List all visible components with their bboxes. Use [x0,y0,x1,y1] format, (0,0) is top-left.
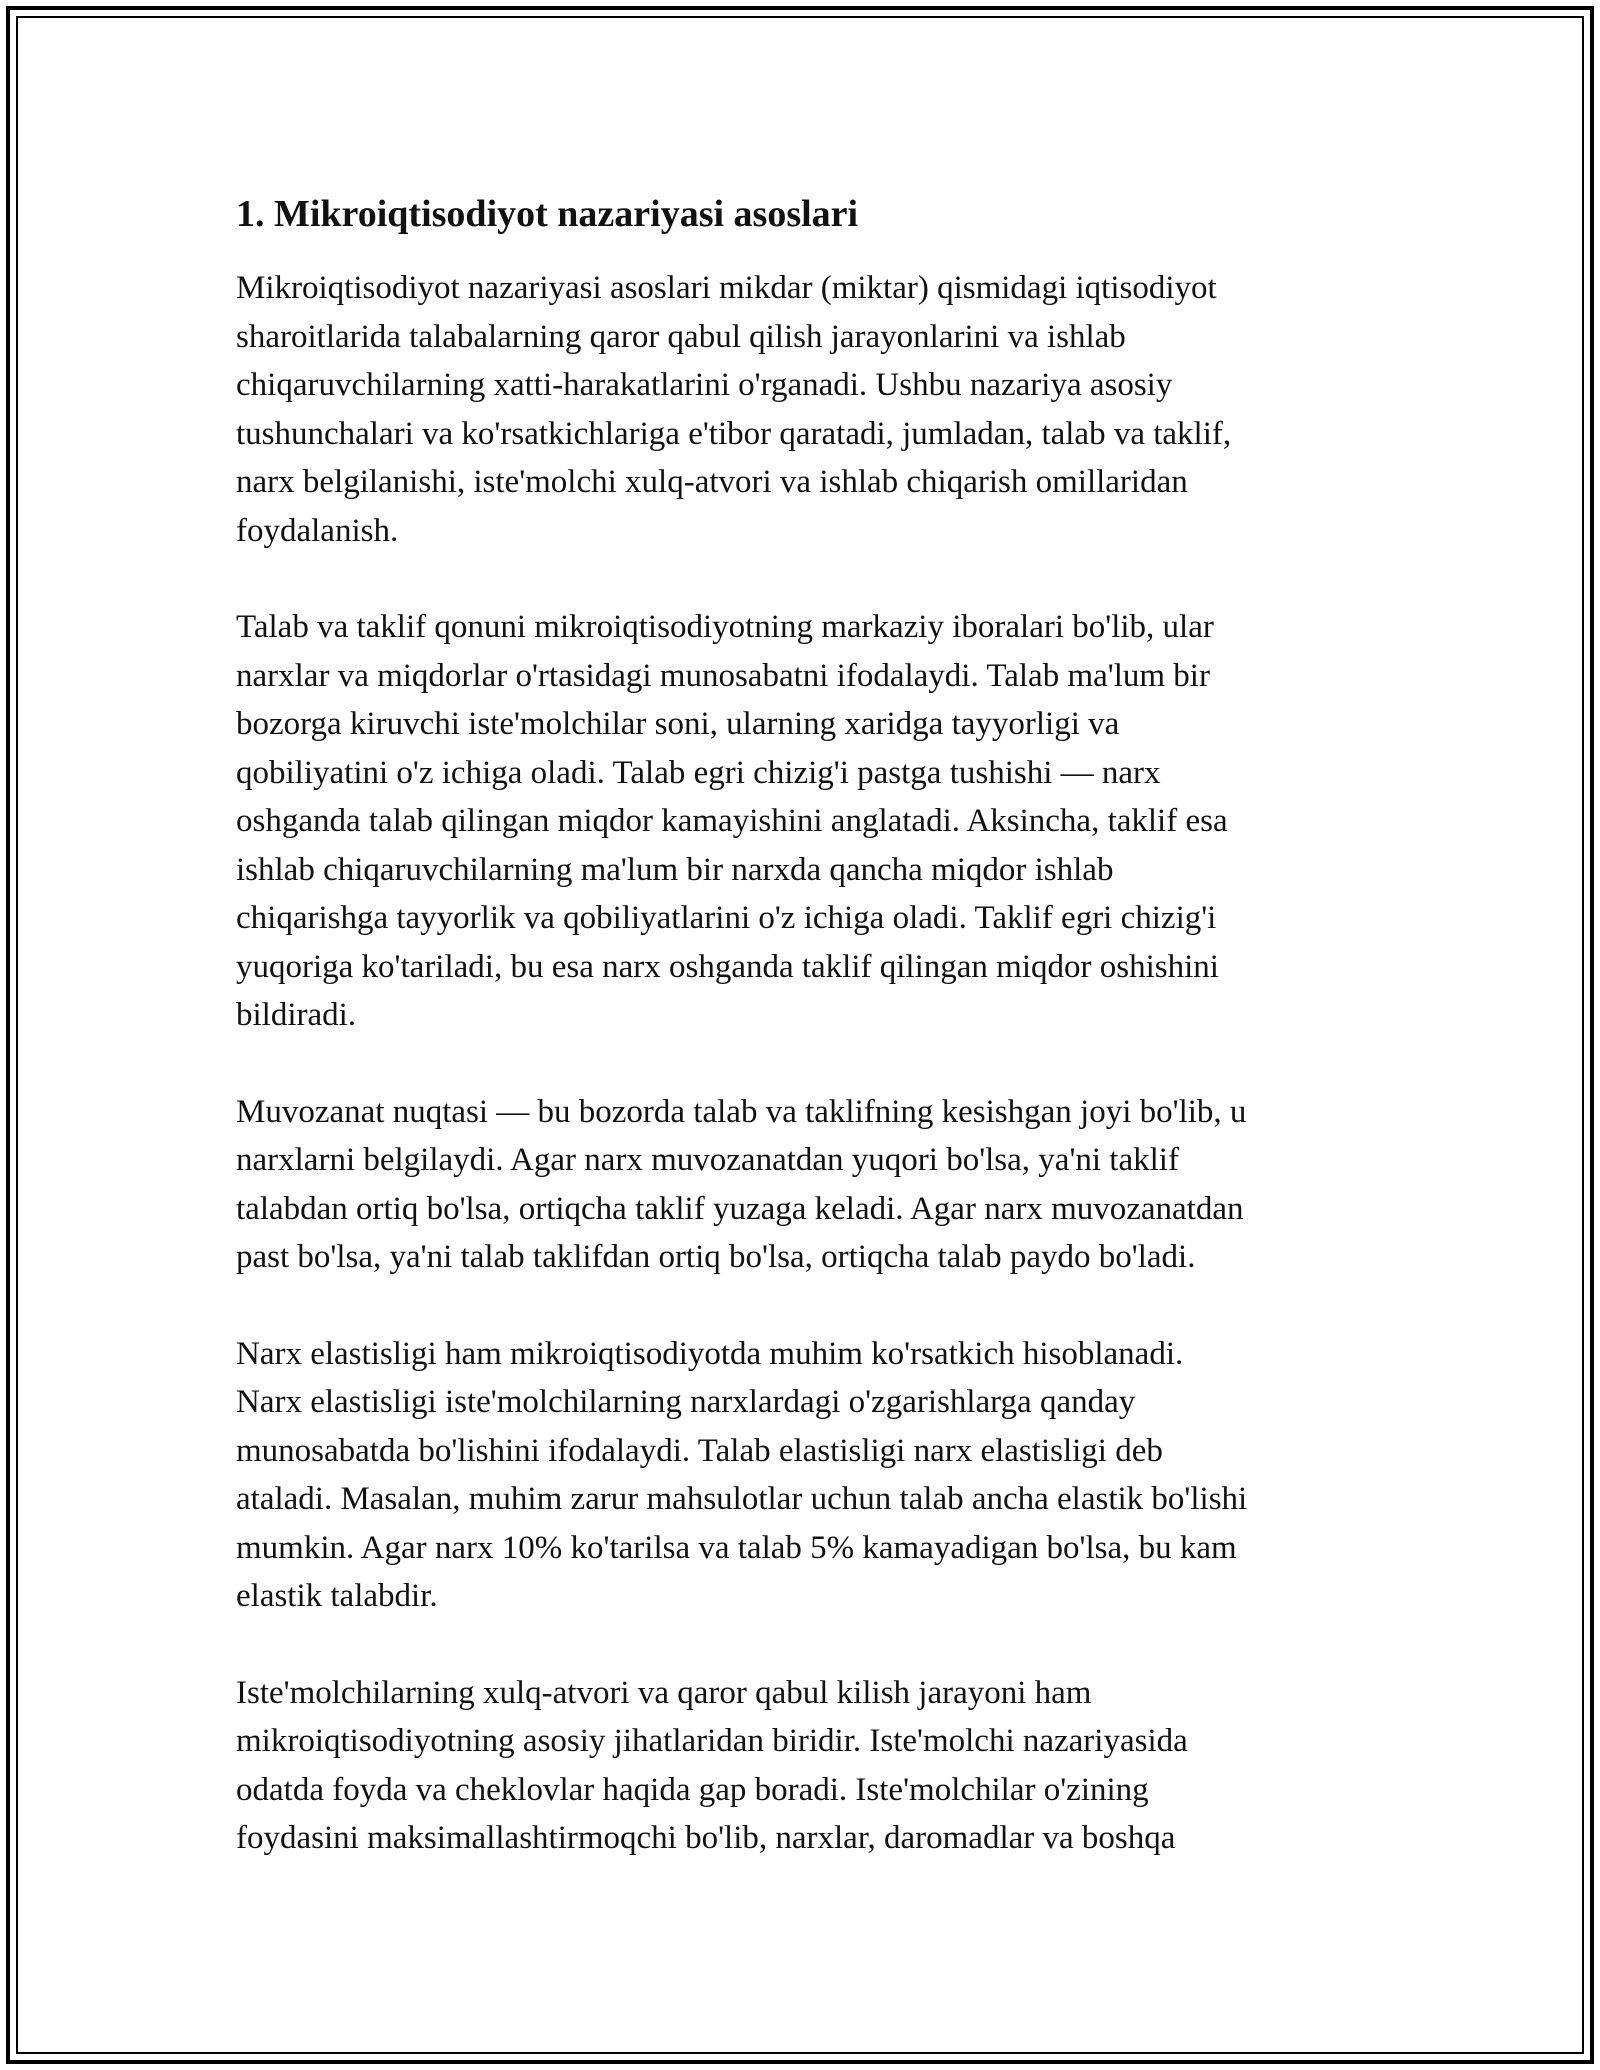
paragraph-line: munosabatda bo'lishini ifodalaydi. Talab elastisligi narx elastisligi deb [236,1432,1163,1469]
paragraph-line: chiqaruvchilarning xatti-harakatlarini o'rganadi. Ushbu nazariya asosiy [236,367,1173,403]
document-body [236,186,1386,1911]
paragraph-line: Narx elastisligi iste'molchilarning narxlardagi o'zgarishlarga qanday [236,1384,1136,1420]
paragraph-line: ishlab chiqaruvchilarning ma'lum bir narxda qancha miqdor ishlab [236,851,1114,888]
paragraph-line: qobiliyatini o'z ichiga oladi. Talab egri chizig'i pastga tushishi — narx [236,754,1161,791]
paragraph-line: chiqarishga tayyorlik va qobiliyatlarini o'z ichiga oladi. Taklif egri chizig'i [236,900,1217,936]
paragraph-line: Iste'molchilarning xulq-atvori va qaror qabul kilish jarayoni ham [236,1674,1092,1711]
paragraph-container [236,264,1386,1863]
paragraph-line: bildiradi. [236,997,357,1033]
paragraph-line: sharoitlarida talabalarning qaror qabul qilish jarayonlarini va ishlab [236,318,1126,355]
paragraph-line: talabdan ortiq bo'lsa, ortiqcha taklif yuzaga keladi. Agar narx muvozanatdan [236,1190,1244,1227]
paragraph [236,1330,1386,1621]
paragraph-line: bozorga kiruvchi iste'molchilar soni, ularning xaridga tayyorligi va [236,706,1120,742]
paragraph-line: odatda foyda va cheklovlar haqida gap boradi. Iste'molchilar o'zining [236,1771,1149,1808]
paragraph [236,264,1386,555]
paragraph-line: Muvozanat nuqtasi — bu bozorda talab va taklifning kesishgan joyi bo'lib, u [236,1093,1247,1130]
paragraph [236,603,1386,1040]
paragraph-line: elastik talabdir. [236,1578,438,1614]
paragraph-line: Talab va taklif qonuni mikroiqtisodiyotning markaziy iboralari bo'lib, ular [236,609,1214,645]
paragraph [236,1088,1386,1282]
paragraph-line: Mikroiqtisodiyot nazariyasi asoslari mikdar (miktar) qismidagi iqtisodiyot [236,270,1217,306]
paragraph-line: past bo'lsa, ya'ni talab taklifdan ortiq bo'lsa, ortiqcha talab paydo bo'ladi. [236,1239,1196,1275]
paragraph-line: tushunchalari va ko'rsatkichlariga e'tibor qaratadi, jumladan, talab va taklif, [236,415,1232,452]
paragraph-line: yuqoriga ko'tariladi, bu esa narx oshganda taklif qilingan miqdor oshishini [236,948,1219,985]
paragraph-line: narxlar va miqdorlar o'rtasidagi munosabatni ifodalaydi. Talab ma'lum bir [236,657,1210,694]
paragraph [236,1669,1386,1863]
paragraph-line: mikroiqtisodiyotning asosiy jihatlaridan biridir. Iste'molchi nazariyasida [236,1723,1188,1759]
paragraph-line: Narx elastisligi ham mikroiqtisodiyotda muhim ko'rsatkich hisoblanadi. [236,1335,1184,1372]
paragraph-line: narxlarni belgilaydi. Agar narx muvozanatdan yuqori bo'lsa, ya'ni taklif [236,1142,1179,1178]
section-heading: 1. Mikroiqtisodiyot nazariyasi asoslari [236,193,859,235]
paragraph-line: narx belgilanishi, iste'molchi xulq-atvori va ishlab chiqarish omillaridan [236,464,1188,500]
paragraph-line: foydasini maksimallashtirmoqchi bo'lib, narxlar, daromadlar va boshqa [236,1820,1176,1856]
paragraph-line: mumkin. Agar narx 10% ko'tarilsa va talab 5% kamayadigan bo'lsa, bu kam [236,1529,1237,1566]
paragraph-line: oshganda talab qilingan miqdor kamayishini anglatadi. Aksincha, taklif esa [236,803,1228,839]
paragraph-line: foydalanish. [236,512,399,549]
paragraph-line: ataladi. Masalan, muhim zarur mahsulotlar uchun talab ancha elastik bo'lishi [236,1481,1248,1517]
